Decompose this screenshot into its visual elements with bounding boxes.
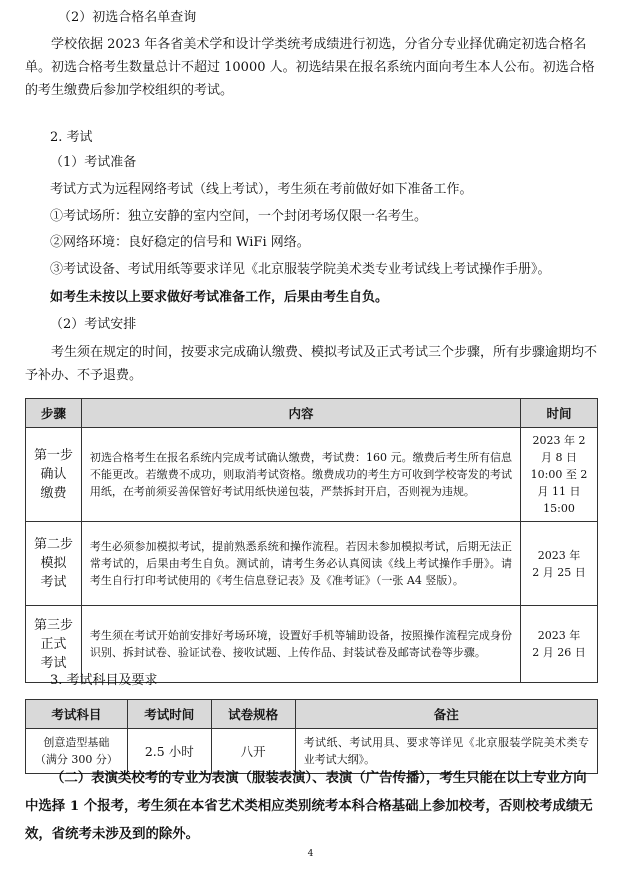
prep-item-venue: ①考试场所：独立安静的室内空间，一个封闭考场仅限一名考生。: [50, 209, 428, 224]
table-header-step: 步骤: [26, 399, 82, 428]
step-time: 2023 年 2 月 25 日: [521, 522, 598, 606]
exam-subjects-table: [25, 699, 598, 774]
subject-duration: 2.5 小时: [127, 729, 211, 774]
step-content: 初选合格考生在报名系统内完成考试确认缴费，考试费：160 元。缴费后考生所有信息不能更改。若缴费不成功，则取消考试资格。缴费成功的考生方可收到学校寄发的考试用纸，在考前须妥善保管好考试用纸快递包装，严禁拆封开启，否则视为违规。: [81, 428, 520, 522]
step-content: 考生须在考试开始前安排好考场环境，设置好手机等辅助设备，按照操作流程完成身份识别、拆封试卷、验证试卷、接收试题、上传作品、封装试卷及邮寄试卷等步骤。: [81, 606, 520, 683]
subject-paper-size: 八开: [211, 729, 295, 774]
exam-steps-table: [25, 398, 598, 683]
subject-name: 创意造型基础 （满分 300 分）: [26, 729, 128, 774]
table-header-duration: 考试时间: [127, 700, 211, 729]
table-header-subject: 考试科目: [26, 700, 128, 729]
step-label: 第一步 确认 缴费: [26, 428, 82, 522]
performance-exam-paragraph: （二）表演类校考的专业为表演（服装表演）、表演（广告传播），考生只能在以上专业方向中选择 1 个报考，考生须在本省艺术类相应类别统考本科合格基础上参加校考，否则校考成绩无效，省统考未涉及到的除外。: [25, 770, 593, 842]
table-row: [26, 522, 598, 606]
step-time: 2023 年 2 月 8 日 10:00 至 2 月 11 日 15:00: [521, 428, 598, 522]
page-number: 4: [307, 849, 314, 859]
prep-item-devices: ③考试设备、考试用纸等要求详见《北京服装学院美术类专业考试线上考试操作手册》。: [50, 262, 551, 277]
subject-note: 考试纸、考试用具、要求等详见《北京服装学院美术类专业考试大纲》。: [295, 729, 597, 774]
arrangement-paragraph: 考生须在规定的时间，按要求完成确认缴费、模拟考试及正式考试三个步骤，所有步骤逾期均不予补办、不予退费。: [25, 345, 598, 383]
step-time: 2023 年 2 月 26 日: [521, 606, 598, 683]
prep-item-network: ②网络环境：良好稳定的信号和 WiFi 网络。: [50, 235, 310, 250]
section-heading-list-query: （2）初选合格名单查询: [58, 10, 197, 25]
section-heading-prep: （1）考试准备: [50, 155, 137, 170]
table-header-time: 时间: [521, 399, 598, 428]
prep-intro: 考试方式为远程网络考试（线上考试），考生须在考前做好如下准备工作。: [50, 182, 473, 197]
table-row: [26, 428, 598, 522]
heading-subjects: 3. 考试科目及要求: [50, 673, 158, 688]
table-row: [26, 606, 598, 683]
paragraph-preliminary-selection: 学校依据 2023 年各省美术学和设计学类统考成绩进行初选，分省分专业择优确定初选合格名单。初选合格考生数量总计不超过 10000 人。初选结果在报名系统内面向考生本人公布。初选合格的考生缴费后参加学校组织的考试。: [25, 37, 595, 98]
table-header-content: 内容: [81, 399, 520, 428]
table-header-paper: 试卷规格: [211, 700, 295, 729]
step-label: 第三步 正式 考试: [26, 606, 82, 683]
section-heading-arrangement: （2）考试安排: [50, 317, 137, 332]
heading-exam: 2. 考试: [50, 130, 93, 145]
step-label: 第二步 模拟 考试: [26, 522, 82, 606]
prep-warning: 如考生未按以上要求做好考试准备工作，后果由考生自负。: [50, 290, 389, 305]
table-header-note: 备注: [295, 700, 597, 729]
step-content: 考生必须参加模拟考试，提前熟悉系统和操作流程。若因未参加模拟考试，后期无法正常考试的，后果由考生自负。测试前，请考生务必认真阅读《线上考试操作手册》。请考生自行打印考试使用的《考生信息登记表》及《准考证》（一张 A4 竖版）。: [81, 522, 520, 606]
